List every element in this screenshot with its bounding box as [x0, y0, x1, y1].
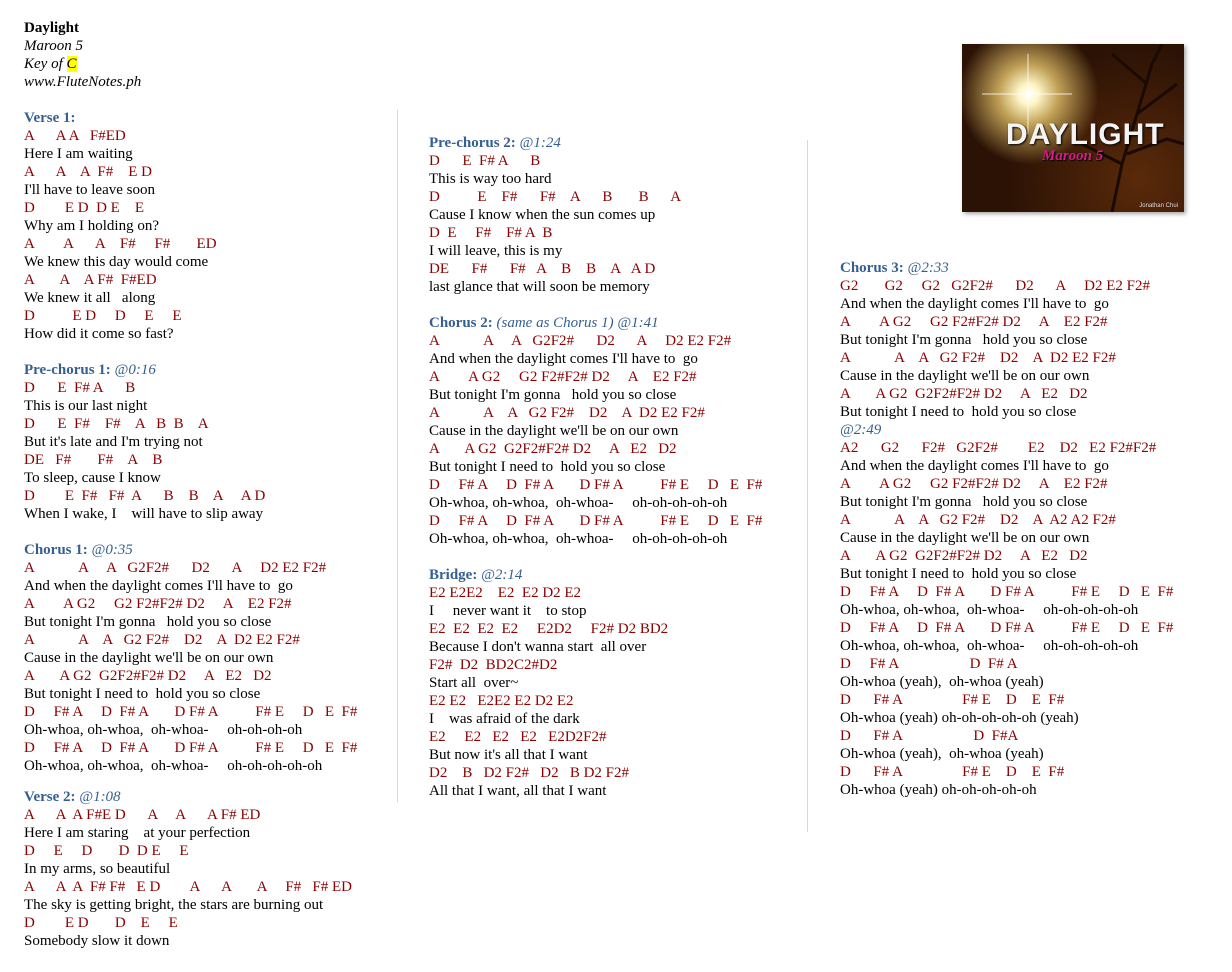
section-heading-label: Verse 2: [24, 789, 80, 805]
section-heading-label: Pre-chorus 1: [24, 362, 115, 378]
lyric-line: But tonight I'm gonna hold you so close [840, 494, 1088, 510]
note-line: A A G2 G2 F2#F2# D2 A E2 F2# [840, 314, 1108, 330]
lyric-line: But tonight I need to hold you so close [24, 686, 261, 702]
note-line: D E F# F# A B B A [429, 189, 682, 205]
note-line: A A A G2 F2# D2 A D2 E2 F2# [24, 632, 300, 648]
note-line: D F# A D F#A [840, 728, 1019, 744]
lyric-line: I'll have to leave soon [24, 182, 155, 198]
section-timestamp: @2:14 [481, 567, 523, 583]
lyric-line: Why am I holding on? [24, 218, 159, 234]
lyric-line: Because I don't wanna start all over [429, 639, 647, 655]
lyric-line: I will leave, this is my [429, 243, 563, 259]
cover-credit: Jonathan Chui [1139, 203, 1178, 209]
lyric-line: Here I am waiting [24, 146, 133, 162]
note-line: E2 E2E2 E2 E2 D2 E2 [429, 585, 582, 601]
lyric-line: Oh-whoa, oh-whoa, oh-whoa- oh-oh-oh-oh-oh [840, 638, 1139, 654]
note-line: A A G2 G2 F2#F2# D2 A E2 F2# [429, 369, 697, 385]
note-line: A A A F#E D A A A F# ED [24, 807, 261, 823]
lyric-line: Start all over~ [429, 675, 519, 691]
lyric-line: Oh-whoa, oh-whoa, oh-whoa- oh-oh-oh-oh-oh [24, 758, 323, 774]
lyric-line: But tonight I need to hold you so close [840, 566, 1077, 582]
key-value: C [66, 56, 77, 72]
note-line: A A G2 G2F2#F2# D2 A E2 D2 [429, 441, 677, 457]
note-line: D E D D E E [24, 915, 178, 931]
note-line: A A A G2 F2# D2 A D2 E2 F2# [840, 350, 1116, 366]
lyric-line: And when the daylight comes I'll have to go [840, 296, 1109, 312]
lyric-line: But it's late and I'm trying not [24, 434, 203, 450]
note-line: D F# A D F# A [840, 656, 1018, 672]
song-artist: Maroon 5 [24, 38, 84, 54]
lyric-line: But now it's all that I want [429, 747, 588, 763]
section-heading-label: Pre-chorus 2: [429, 135, 520, 151]
section-timestamp: @2:49 [840, 422, 882, 438]
note-line: D E F# A B [24, 380, 136, 396]
lyric-line: Cause in the daylight we'll be on our own [840, 530, 1090, 546]
section-heading [429, 566, 762, 584]
section-heading-label: Chorus 2: [429, 315, 497, 331]
lyric-line: But tonight I need to hold you so close [429, 459, 666, 475]
column-divider-1 [397, 110, 398, 802]
lyric-line: Cause in the daylight we'll be on our own [429, 423, 679, 439]
lyric-line: Oh-whoa, oh-whoa, oh-whoa- oh-oh-oh-oh-oh [840, 602, 1139, 618]
column-2 [429, 134, 762, 800]
section-timestamp: @0:35 [91, 542, 133, 558]
section-heading [840, 421, 1173, 439]
spacer [24, 343, 357, 361]
lyric-line: I was afraid of the dark [429, 711, 580, 727]
section-heading [429, 314, 762, 332]
note-line: A A G2 G2F2#F2# D2 A E2 D2 [840, 548, 1088, 564]
section-heading [24, 541, 357, 559]
note-line: E2 E2 E2 E2 E2D2 F2# D2 BD2 [429, 621, 669, 637]
note-line: D F# A D F# A D F# A F# E D E F# [429, 477, 763, 493]
note-line: E2 E2 E2 E2 E2D2F2# [429, 729, 607, 745]
note-line: D E D D E E [24, 308, 182, 324]
lyric-line: Somebody slow it down [24, 933, 170, 949]
lyric-line: Here I am staring at your perfection [24, 825, 251, 841]
note-line: A A A G2F2# D2 A D2 E2 F2# [429, 333, 732, 349]
lyric-line: The sky is getting bright, the stars are burning out [24, 897, 324, 913]
lyric-line: I never want it to stop [429, 603, 587, 619]
note-line: A A G2 G2F2#F2# D2 A E2 D2 [840, 386, 1088, 402]
site-url: www.FluteNotes.ph [24, 74, 142, 90]
note-line: D E F# F# A B B A [24, 416, 209, 432]
key-prefix: Key of [24, 56, 67, 72]
note-line: A A G2 G2 F2#F2# D2 A E2 F2# [840, 476, 1108, 492]
note-line: A A A G2 F2# D2 A A2 A2 F2# [840, 512, 1116, 528]
lyric-line: When I wake, I will have to slip away [24, 506, 264, 522]
note-line: A A A F#ED [24, 128, 126, 144]
lyric-line: This is way too hard [429, 171, 552, 187]
section-timestamp: @0:16 [114, 362, 156, 378]
spacer [429, 548, 762, 566]
spacer [429, 296, 762, 314]
album-cover-image [962, 44, 1184, 212]
note-line: E2 E2 E2E2 E2 D2 E2 [429, 693, 574, 709]
note-line: G2 G2 G2 G2F2# D2 A D2 E2 F2# [840, 278, 1151, 294]
section-heading-label: Chorus 1: [24, 542, 92, 558]
section-heading [840, 259, 1173, 277]
lyric-line: Oh-whoa (yeah) oh-oh-oh-oh-oh [840, 782, 1037, 798]
section-timestamp: @2:33 [907, 260, 949, 276]
note-line: D F# A D F# A D F# A F# E D E F# [840, 584, 1174, 600]
note-line: A A A G2 F2# D2 A D2 E2 F2# [429, 405, 705, 421]
lyric-line: And when the daylight comes I'll have to go [429, 351, 698, 367]
lyric-line: But tonight I'm gonna hold you so close [840, 332, 1088, 348]
song-key [24, 55, 141, 73]
lyric-line: Oh-whoa (yeah) oh-oh-oh-oh-oh (yeah) [840, 710, 1079, 726]
note-line: DE F# F# A B B A A D [429, 261, 656, 277]
note-line: A A A G2F2# D2 A D2 E2 F2# [24, 560, 327, 576]
note-line: D F# A D F# A D F# A F# E D E F# [24, 740, 358, 756]
note-line: DE F# F# A B [24, 452, 163, 468]
section-timestamp: (same as Chorus 1) @1:41 [496, 315, 659, 331]
lyric-line: Cause in the daylight we'll be on our own [840, 368, 1090, 384]
lyric-line: All that I want, all that I want [429, 783, 607, 799]
section-heading [24, 788, 352, 806]
lyric-line: Cause I know when the sun comes up [429, 207, 656, 223]
column-3 [840, 259, 1173, 799]
note-line: A A A F# F#ED [24, 272, 157, 288]
lyric-line: But tonight I'm gonna hold you so close [429, 387, 677, 403]
note-line: D F# A D F# A D F# A F# E D E F# [840, 620, 1174, 636]
section-heading [24, 361, 357, 379]
lyric-line: In my arms, so beautiful [24, 861, 171, 877]
note-line: D E D D D E E [24, 843, 189, 859]
note-line: D E F# F# A B [429, 225, 553, 241]
lyric-line: This is our last night [24, 398, 148, 414]
song-header [24, 19, 141, 91]
note-line: A A G2 G2 F2#F2# D2 A E2 F2# [24, 596, 292, 612]
spacer [24, 523, 357, 541]
note-line: D E F# A B [429, 153, 541, 169]
section-heading-label: Chorus 3: [840, 260, 908, 276]
lyric-line: We knew this day would come [24, 254, 209, 270]
note-line: F2# D2 BD2C2#D2 [429, 657, 558, 673]
lyric-line: But tonight I'm gonna hold you so close [24, 614, 272, 630]
section-heading-label: Verse 1: [24, 110, 76, 126]
note-line: D2 B D2 F2# D2 B D2 F2# [429, 765, 630, 781]
lyric-line: last glance that will soon be memory [429, 279, 650, 295]
lyric-line: Oh-whoa, oh-whoa, oh-whoa- oh-oh-oh-oh [24, 722, 303, 738]
lyric-line: Oh-whoa (yeah), oh-whoa (yeah) [840, 674, 1044, 690]
cover-artist: Maroon 5 [1042, 148, 1104, 164]
note-line: D F# A D F# A D F# A F# E D E F# [429, 513, 763, 529]
lyric-line: How did it come so fast? [24, 326, 174, 342]
lyric-line: Oh-whoa (yeah), oh-whoa (yeah) [840, 746, 1044, 762]
lyric-line: To sleep, cause I know [24, 470, 161, 486]
section-heading [429, 134, 762, 152]
column-1-verse-2 [24, 788, 352, 950]
lyric-line: And when the daylight comes I'll have to go [840, 458, 1109, 474]
note-line: D F# A F# E D E F# [840, 692, 1065, 708]
note-line: D E F# F# A B B A A D [24, 488, 266, 504]
lyric-line: Oh-whoa, oh-whoa, oh-whoa- oh-oh-oh-oh-oh [429, 531, 728, 547]
note-line: D E D D E E [24, 200, 144, 216]
lyric-line: But tonight I need to hold you so close [840, 404, 1077, 420]
note-line: D F# A F# E D E F# [840, 764, 1065, 780]
cover-title: DAYLIGHT [1006, 118, 1165, 151]
section-timestamp: @1:08 [79, 789, 121, 805]
note-line: A A A F# E D [24, 164, 152, 180]
column-1 [24, 109, 357, 775]
lyric-line: We knew it all along [24, 290, 156, 306]
note-line: A A A F# F# E D A A A F# F# ED [24, 879, 353, 895]
note-line: A A A F# F# ED [24, 236, 217, 252]
lyric-line: Oh-whoa, oh-whoa, oh-whoa- oh-oh-oh-oh-oh [429, 495, 728, 511]
lyric-line: Cause in the daylight we'll be on our own [24, 650, 274, 666]
song-title: Daylight [24, 20, 80, 36]
section-timestamp: @1:24 [519, 135, 561, 151]
section-heading-label: Bridge: [429, 567, 482, 583]
column-divider-2 [807, 140, 808, 832]
note-line: D F# A D F# A D F# A F# E D E F# [24, 704, 358, 720]
note-line: A A G2 G2F2#F2# D2 A E2 D2 [24, 668, 272, 684]
lyric-line: And when the daylight comes I'll have to go [24, 578, 293, 594]
note-line: A2 G2 F2# G2F2# E2 D2 E2 F2#F2# [840, 440, 1157, 456]
section-heading [24, 109, 357, 127]
